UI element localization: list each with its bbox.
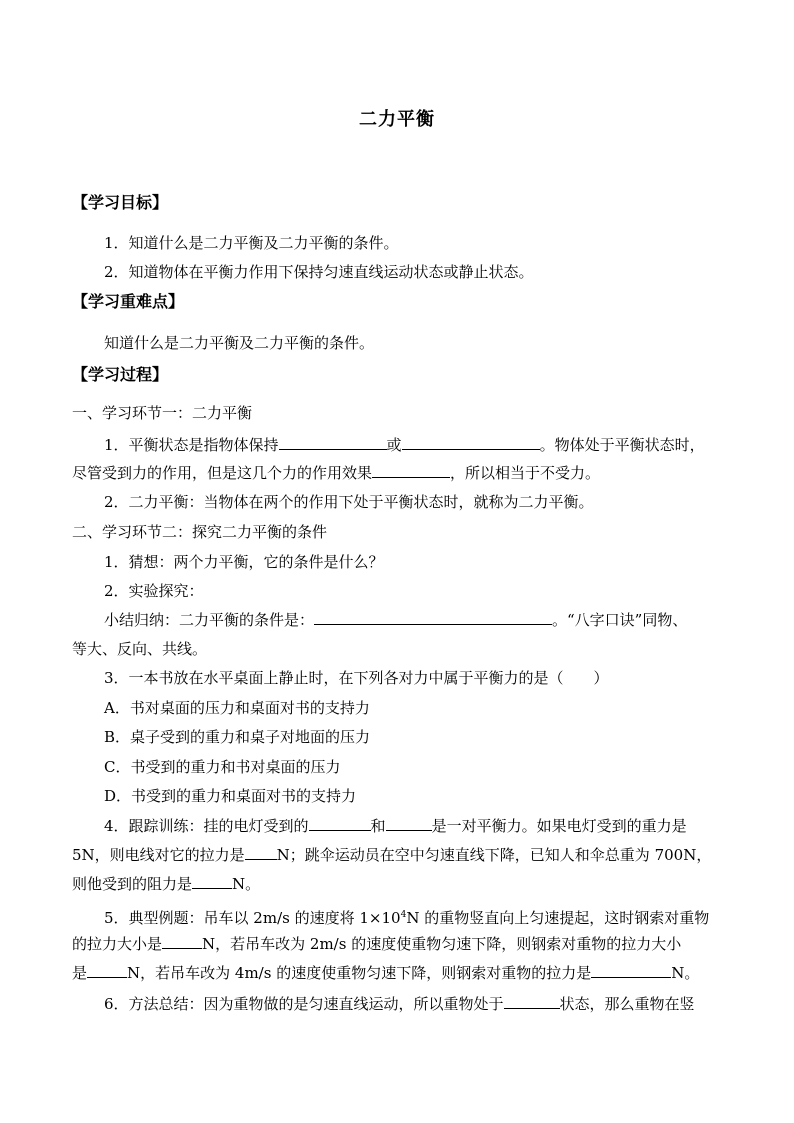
- part-1-heading: 一、学习环节一：二力平衡: [72, 404, 253, 422]
- heading-learning-process: 【学习过程】: [72, 365, 169, 384]
- q5-text-d: N，若吊车改为 2m/s 的速度使重物匀速下降，则钢索对重物的拉力大小: [202, 935, 682, 953]
- key-point-text: 知道什么是二力平衡及二力平衡的条件。: [104, 334, 375, 352]
- q6-text-a: 6．方法总结：因为重物做的是匀速直线运动，所以重物处于: [104, 995, 504, 1013]
- goal-item-2: 2．知道物体在平衡力作用下保持匀速直线运动状态或静止状态。: [104, 263, 534, 281]
- option-c: C．书受到的重力和书对桌面的压力: [104, 758, 341, 776]
- item-1-text-e: ，所以相当于不受力。: [450, 464, 601, 482]
- page-title: 二力平衡: [359, 109, 435, 130]
- q5-text-a: 5．典型例题：吊车以 2m/s 的速度将 1×10: [104, 909, 401, 927]
- blank-2: [402, 435, 540, 450]
- q5-exponent: 4: [400, 910, 407, 920]
- summary-line-2: 等大、反向、共线。: [72, 640, 208, 658]
- question-4-line-1: [104, 816, 687, 836]
- item-1-line-2: [72, 463, 600, 483]
- blank-6: [386, 816, 432, 831]
- q4-text-a: 4．跟踪训练：挂的电灯受到的: [104, 817, 309, 835]
- q5-text-e: 是: [72, 964, 88, 982]
- blank-10: [87, 963, 127, 978]
- q4-text-d: 5N，则电线对它的拉力是: [72, 846, 245, 864]
- blank-3: [372, 463, 450, 478]
- question-5-line-3: [72, 963, 699, 983]
- heading-key-points: 【学习重难点】: [72, 292, 185, 311]
- item-1-line-1: [104, 435, 705, 455]
- summary-line-1: [104, 610, 687, 630]
- question-4-line-3: [72, 874, 260, 894]
- blank-11: [591, 963, 671, 978]
- q4-text-e: N；跳伞运动员在空中匀速直线下降，已知人和伞总重为 700N，: [276, 846, 712, 864]
- blank-5: [309, 816, 371, 831]
- blank-1: [279, 435, 387, 450]
- heading-learning-goals: 【学习目标】: [72, 193, 169, 212]
- q4-text-g: N。: [232, 875, 261, 893]
- q5-text-c: 的拉力大小是: [72, 935, 163, 953]
- item-1-text-a: 1．平衡状态是指物体保持: [104, 436, 279, 454]
- question-6-line-1: [104, 994, 695, 1014]
- question-5-line-1: [104, 905, 709, 928]
- q6-text-b: 状态，那么重物在竖: [559, 995, 695, 1013]
- option-d: D．书受到的重力和桌面对书的支持力: [104, 787, 357, 805]
- item-1-text-d: 尽管受到力的作用，但是这几个力的作用效果: [72, 464, 373, 482]
- item-1-text-c: 。物体处于平衡状态时，: [539, 436, 705, 454]
- question-3: 3．一本书放在水平桌面上静止时，在下列各对力中属于平衡力的是（ ）: [104, 669, 609, 687]
- part-2-heading: 二、学习环节二：探究二力平衡的条件: [72, 523, 328, 541]
- item-1-text-b: 或: [386, 436, 402, 454]
- summary-text-a: 小结归纳：二力平衡的条件是：: [104, 611, 315, 629]
- goal-item-1: 1．知道什么是二力平衡及二力平衡的条件。: [104, 234, 399, 252]
- summary-text-b: 。“八字口诀”同物、: [552, 611, 688, 629]
- experiment-item: 2．实验探究：: [104, 582, 204, 600]
- blank-9: [162, 934, 202, 949]
- q4-text-f: 则他受到的阻力是: [72, 875, 193, 893]
- question-4-line-2: [72, 845, 711, 865]
- q5-text-g: N。: [671, 964, 700, 982]
- q5-text-f: N，若吊车改为 4m/s 的速度使重物匀速下降，则钢索对重物的拉力是: [127, 964, 592, 982]
- q4-text-c: 是一对平衡力。如果电灯受到的重力是: [431, 817, 687, 835]
- option-a: A．书对桌面的压力和桌面对书的支持力: [104, 699, 370, 717]
- question-5-line-2: [72, 934, 681, 954]
- guess-item: 1．猜想：两个力平衡，它的条件是什么？: [104, 553, 384, 571]
- q5-text-b: N 的重物竖直向上匀速提起，这时钢索对重物: [406, 909, 710, 927]
- option-b: B．桌子受到的重力和桌子对地面的压力: [104, 728, 371, 746]
- blank-12: [504, 994, 560, 1009]
- item-2: 2．二力平衡：当物体在两个的作用下处于平衡状态时，就称为二力平衡。: [104, 493, 594, 511]
- blank-8: [192, 874, 232, 889]
- blank-4: [314, 610, 552, 625]
- q4-text-b: 和: [370, 817, 386, 835]
- blank-7: [245, 845, 277, 860]
